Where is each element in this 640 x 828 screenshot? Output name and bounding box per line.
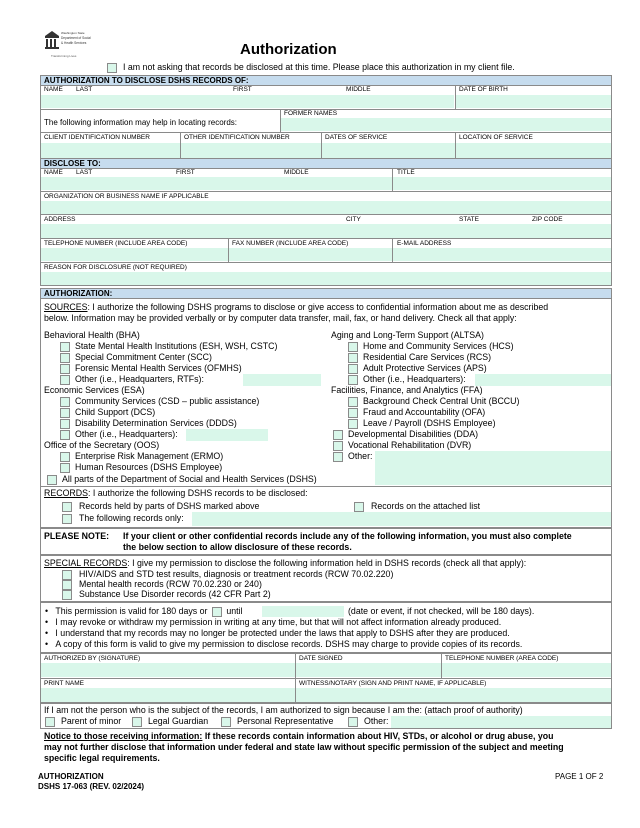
label-location-service: LOCATION OF SERVICE xyxy=(459,134,533,141)
label-client-id: CLIENT IDENTIFICATION NUMBER xyxy=(44,134,150,141)
label-last: LAST xyxy=(76,86,93,93)
esa-checkbox-0[interactable] xyxy=(60,397,70,407)
dvr-checkbox[interactable] xyxy=(333,441,343,451)
altsa-checkbox-3[interactable] xyxy=(348,375,358,385)
bha-other-field[interactable] xyxy=(243,374,321,386)
bha-item-1: Special Commitment Center (SCC) xyxy=(75,352,212,362)
please-note-label: PLEASE NOTE: xyxy=(44,531,110,541)
ffa-checkbox-0[interactable] xyxy=(348,397,358,407)
dshs-logo xyxy=(44,30,92,60)
label-zip: ZIP CODE xyxy=(532,216,563,223)
ffa-checkbox-1[interactable] xyxy=(348,408,358,418)
oos-heading: Office of the Secretary (OOS) xyxy=(44,440,160,450)
label-reason: REASON FOR DISCLOSURE (NOT REQUIRED) xyxy=(44,264,187,271)
logo-line1: Washington State xyxy=(61,31,85,35)
personal-rep-checkbox[interactable] xyxy=(221,717,231,727)
label-state: STATE xyxy=(459,216,479,223)
label-recipient-first: FIRST xyxy=(176,169,195,176)
special-checkbox-0[interactable] xyxy=(62,570,72,580)
personal-rep-label: Personal Representative xyxy=(237,716,334,726)
label-city: CITY xyxy=(346,216,361,223)
print-name-field[interactable] xyxy=(41,688,295,702)
oos-item-0: Enterprise Risk Management (ERMO) xyxy=(75,451,224,461)
section-records-of-header: AUTHORIZATION TO DISCLOSE DSHS RECORDS OF: xyxy=(41,76,611,85)
fax-field[interactable] xyxy=(229,248,392,261)
notice-line3: specific legal requirements. xyxy=(44,753,160,763)
label-organization: ORGANIZATION OR BUSINESS NAME IF APPLICABLE xyxy=(44,193,209,200)
label-recipient-name: NAME xyxy=(44,169,63,176)
subject-name-field[interactable] xyxy=(41,95,454,108)
altsa-item-0: Home and Community Services (HCS) xyxy=(363,341,514,351)
records-attached-label: Records on the attached list xyxy=(371,501,481,511)
page-title: Authorization xyxy=(240,41,337,58)
records-following-label: The following records only: xyxy=(79,513,184,523)
not-asking-label: I am not asking that records be disclosed at this time. Please place this authorization in my client file. xyxy=(123,62,515,72)
altsa-checkbox-0[interactable] xyxy=(348,342,358,352)
label-email: E-MAIL ADDRESS xyxy=(397,240,452,247)
oos-checkbox-1[interactable] xyxy=(60,463,70,473)
bullet-1: • This permission is valid for 180 days or until xyxy=(45,606,243,616)
records-following-field[interactable] xyxy=(192,512,611,526)
dvr-label: Vocational Rehabilitation (DVR) xyxy=(348,440,472,450)
section-disclose-to-header: DISCLOSE TO: xyxy=(41,159,611,168)
label-telephone: TELEPHONE NUMBER (INCLUDE AREA CODE) xyxy=(44,240,188,247)
altsa-item-1: Residential Care Services (RCS) xyxy=(363,352,492,362)
please-note-line2: the below section to allow disclosure of these records. xyxy=(123,542,352,552)
esa-heading: Economic Services (ESA) xyxy=(44,385,145,395)
bullet-3: • I understand that my records may no longer be protected under the laws that apply to DSHS after they are produced. xyxy=(45,628,510,638)
esa-checkbox-2[interactable] xyxy=(60,419,70,429)
bha-heading: Behavioral Health (BHA) xyxy=(44,330,140,340)
label-telephone-sig: TELEPHONE NUMBER (AREA CODE) xyxy=(445,655,559,662)
label-dates-service: DATES OF SERVICE xyxy=(325,134,388,141)
other-authority-checkbox[interactable] xyxy=(348,717,358,727)
please-note-line1: If your client or other confidential records include any of the following information, you must also complete xyxy=(123,531,572,541)
special-item-1: Mental health records (RCW 70.02.230 or 240) xyxy=(79,579,262,589)
all-parts-label: All parts of the Department of Social and Health Services (DSHS) xyxy=(62,474,317,484)
not-subject-text: If I am not the person who is the subject of the records, I am authorized to sign because I am the: (attach proof of authority) xyxy=(44,705,523,715)
footer-form-name: AUTHORIZATION xyxy=(38,772,104,781)
label-recipient-title: TITLE xyxy=(397,169,415,176)
esa-item-2: Disability Determination Services (DDDS) xyxy=(75,418,237,428)
recipient-title-field[interactable] xyxy=(393,177,611,190)
ffa-item-2: Leave / Payroll (DSHS Employee) xyxy=(363,418,496,428)
recipient-name-field[interactable] xyxy=(41,177,392,190)
email-field[interactable] xyxy=(393,248,611,261)
label-witness: WITNESS/NOTARY (SIGN AND PRINT NAME, IF APPLICABLE) xyxy=(299,680,487,687)
ffa-item-0: Background Check Central Unit (BCCU) xyxy=(363,396,520,406)
label-print-name: PRINT NAME xyxy=(44,680,84,687)
other-program-field[interactable] xyxy=(375,451,611,485)
esa-checkbox-1[interactable] xyxy=(60,408,70,418)
oos-item-1: Human Resources (DSHS Employee) xyxy=(75,462,223,472)
location-service-field[interactable] xyxy=(456,143,611,158)
footer-page: PAGE 1 OF 2 xyxy=(555,772,604,781)
dda-label: Developmental Disabilities (DDA) xyxy=(348,429,479,439)
altsa-item-2: Adult Protective Services (APS) xyxy=(363,363,487,373)
special-records-text: SPECIAL RECORDS: I give my permission to disclose the following information held in DSHS records (check all that apply): xyxy=(44,558,527,568)
esa-item-0: Community Services (CSD – public assistance) xyxy=(75,396,260,406)
other-id-field[interactable] xyxy=(181,143,321,158)
telephone-field[interactable] xyxy=(41,248,228,261)
label-fax: FAX NUMBER (INCLUDE AREA CODE) xyxy=(232,240,349,247)
dda-checkbox[interactable] xyxy=(333,430,343,440)
parent-label: Parent of minor xyxy=(61,716,122,726)
label-name: NAME xyxy=(44,86,63,93)
guardian-checkbox[interactable] xyxy=(132,717,142,727)
witness-field[interactable] xyxy=(296,688,611,702)
date-signed-field[interactable] xyxy=(296,663,441,677)
label-middle: MIDDLE xyxy=(346,86,371,93)
parent-checkbox[interactable] xyxy=(45,717,55,727)
altsa-heading: Aging and Long-Term Support (ALTSA) xyxy=(331,330,484,340)
special-checkbox-1[interactable] xyxy=(62,580,72,590)
address-field[interactable] xyxy=(41,224,611,238)
guardian-label: Legal Guardian xyxy=(148,716,209,726)
dates-service-field[interactable] xyxy=(322,143,455,158)
label-other-id: OTHER IDENTIFICATION NUMBER xyxy=(184,134,290,141)
esa-checkbox-3[interactable] xyxy=(60,430,70,440)
esa-other-field[interactable] xyxy=(186,429,268,441)
other-authority-label: Other: xyxy=(364,716,389,726)
label-dob: DATE OF BIRTH xyxy=(459,86,508,93)
until-checkbox[interactable] xyxy=(212,607,222,617)
other-program-checkbox[interactable] xyxy=(333,452,343,462)
bha-checkbox-0[interactable] xyxy=(60,342,70,352)
other-program-label: Other: xyxy=(348,451,373,461)
esa-item-1: Child Support (DCS) xyxy=(75,407,156,417)
building-icon xyxy=(45,31,59,49)
bha-item-2: Forensic Mental Health Services (OFMHS) xyxy=(75,363,242,373)
altsa-checkbox-1[interactable] xyxy=(348,353,358,363)
all-parts-checkbox[interactable] xyxy=(47,475,57,485)
ffa-item-1: Fraud and Accountability (OFA) xyxy=(363,407,486,417)
special-item-0: HIV/AIDS and STD test results, diagnosis or treatment records (RCW 70.02.220) xyxy=(79,569,394,579)
logo-line2: Department of Social xyxy=(61,36,91,40)
not-asking-checkbox[interactable] xyxy=(107,63,117,73)
altsa-item-3: Other (i.e., Headquarters): xyxy=(363,374,466,384)
sources-text-line1: SOURCES: I authorize the following DSHS programs to disclose or give access to confidential information about me as described xyxy=(44,302,549,312)
other-authority-field[interactable] xyxy=(391,716,611,728)
label-date-signed: DATE SIGNED xyxy=(299,655,343,662)
esa-item-3: Other (i.e., Headquarters): xyxy=(75,429,178,439)
signature-field[interactable] xyxy=(41,663,295,677)
organization-field[interactable] xyxy=(41,201,611,214)
client-id-field[interactable] xyxy=(41,143,180,158)
bha-checkbox-3[interactable] xyxy=(60,375,70,385)
altsa-checkbox-2[interactable] xyxy=(348,364,358,374)
records-marked-label: Records held by parts of DSHS marked above xyxy=(79,501,260,511)
label-former-names: FORMER NAMES xyxy=(284,110,338,117)
logo-line3: & Health Services xyxy=(61,41,87,45)
label-recipient-last: LAST xyxy=(76,169,93,176)
ffa-heading: Facilities, Finance, and Analytics (FFA) xyxy=(331,385,483,395)
records-text: RECORDS: I authorize the following DSHS records to be disclosed: xyxy=(44,488,308,498)
special-item-2: Substance Use Disorder records (42 CFR Part 2) xyxy=(79,589,271,599)
footer-form-number: DSHS 17-063 (REV. 02/2024) xyxy=(38,782,144,791)
label-authorized-by: AUTHORIZED BY (SIGNATURE) xyxy=(44,655,141,662)
bullet-2: • I may revoke or withdraw my permission in writing at any time, but that will not affect information already produced. xyxy=(45,617,502,627)
bha-checkbox-1[interactable] xyxy=(60,353,70,363)
label-first: FIRST xyxy=(233,86,252,93)
subject-dob-field[interactable] xyxy=(456,95,611,108)
notice-line2: may not further disclose that information under federal and state law without specific permission of the subject and meeting xyxy=(44,742,564,752)
former-names-field[interactable] xyxy=(281,118,611,131)
notice-line1: Notice to those receiving information: If these records contain information about HIV, STDs, or alcohol or drug abuse, you xyxy=(44,731,554,741)
bha-item-0: State Mental Health Institutions (ESH, WSH, CSTC) xyxy=(75,341,278,351)
section-authorization-header: AUTHORIZATION: xyxy=(41,289,611,298)
logo-tagline: Transforming Lives xyxy=(51,54,77,58)
special-checkbox-2[interactable] xyxy=(62,590,72,600)
sources-text-line2: below. Information may be provided verbally or by computer data transfer, mail, fax, or hand delivery. Check all that apply: xyxy=(44,313,517,323)
records-attached-checkbox[interactable] xyxy=(354,502,364,512)
label-address: ADDRESS xyxy=(44,216,76,223)
bullet-1-post: (date or event, if not checked, will be 180 days). xyxy=(348,606,535,616)
ffa-checkbox-2[interactable] xyxy=(348,419,358,429)
label-recipient-middle: MIDDLE xyxy=(284,169,309,176)
locate-note: The following information may help in locating records: xyxy=(44,118,237,127)
bullet-4: • A copy of this form is valid to give my permission to disclose records. DSHS may charge to provide copies of its records. xyxy=(45,639,523,649)
bha-checkbox-2[interactable] xyxy=(60,364,70,374)
bha-item-3: Other (i.e., Headquarters, RTFs): xyxy=(75,374,204,384)
until-field[interactable] xyxy=(262,606,344,617)
telephone-sig-field[interactable] xyxy=(442,663,611,677)
reason-field[interactable] xyxy=(41,272,611,285)
records-following-checkbox[interactable] xyxy=(62,514,72,524)
records-marked-checkbox[interactable] xyxy=(62,502,72,512)
altsa-other-field[interactable] xyxy=(475,374,611,386)
oos-checkbox-0[interactable] xyxy=(60,452,70,462)
